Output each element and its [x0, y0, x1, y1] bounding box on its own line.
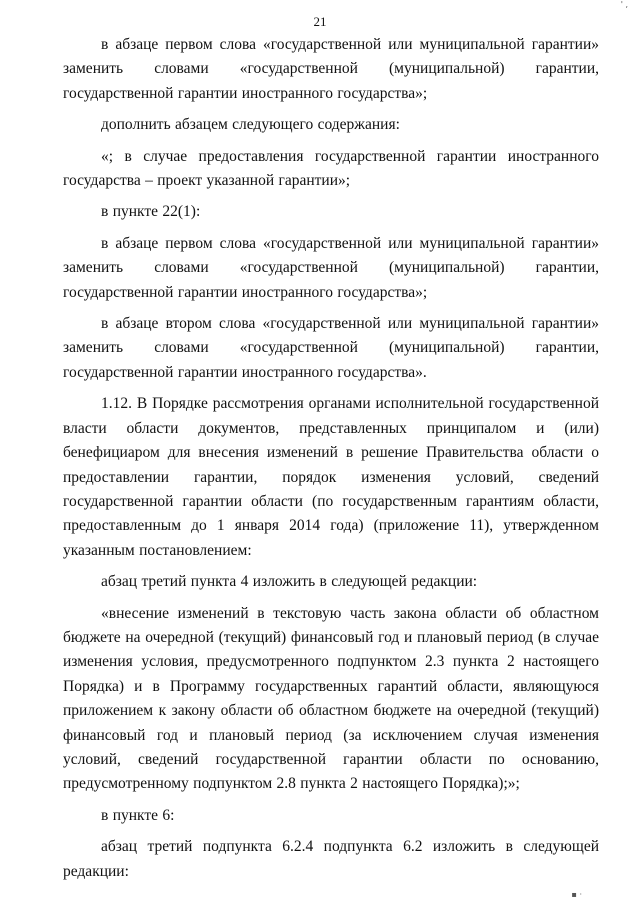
paragraph: абзац третий пункта 4 изложить в следующей редакции: [101, 573, 478, 591]
paragraph: в пункте 6: [101, 806, 175, 824]
paragraph: 1.12. В Порядке рассмотрения органами исполнительной государственной власти области документов, представленных принципалом и (или) бенефициаром для внесения изменений в решение Правительства области о предоставлении гарантии, порядок изменения условий, сведений государственной гарантии области (по государственным гарантиям области, предоставленным до 1 января 2014 года) (приложение 11), утвержденном указанным постановлением: [63, 395, 599, 559]
scan-corner-mark: ▪ · [571, 890, 582, 899]
paragraph: абзац третий подпункта 6.2.4 подпункта 6.2 изложить в следующей редакции: [63, 838, 599, 880]
document-body [63, 33, 599, 891]
paragraph: «; в случае предоставления государственной гарантии иностранного государства – проект указанной гарантии»; [63, 147, 599, 190]
scan-corner-mark: ' , [620, 0, 628, 9]
page-number: 21 [313, 14, 327, 29]
paragraph: в пункте 22(1): [101, 203, 201, 221]
paragraph: в абзаце первом слова «государственной или муниципальной гарантии» заменить словами «государственной (муниципальной) гарантии, государственной гарантии иностранного государства»; [63, 36, 599, 102]
paragraph: дополнить абзацем следующего содержания: [101, 116, 400, 134]
paragraph: «внесение изменений в текстовую часть закона области об областном бюджете на очередной (текущий) финансовый год и плановый период (в случае изменения условия, предусмотренного подпунктом 2.3 пункта 2 настоящего Порядка) и в Программу государственных гарантий области, являющуюся приложением к закону области об областном бюджете на очередной (текущий) финансовый год и плановый период (за исключением случая изменения условий, сведений государственной гарантии области по основанию, предусмотренному подпунктом 2.8 пункта 2 настоящего Порядка);»; [63, 604, 599, 793]
paragraph: в абзаце первом слова «государственной или муниципальной гарантии» заменить словами «государственной (муниципальной) гарантии, государственной гарантии иностранного государства»; [63, 234, 599, 301]
paragraph: в абзаце втором слова «государственной или муниципальной гарантии» заменить словами «государственной (муниципальной) гарантии, государственной гарантии иностранного государства». [63, 315, 599, 381]
